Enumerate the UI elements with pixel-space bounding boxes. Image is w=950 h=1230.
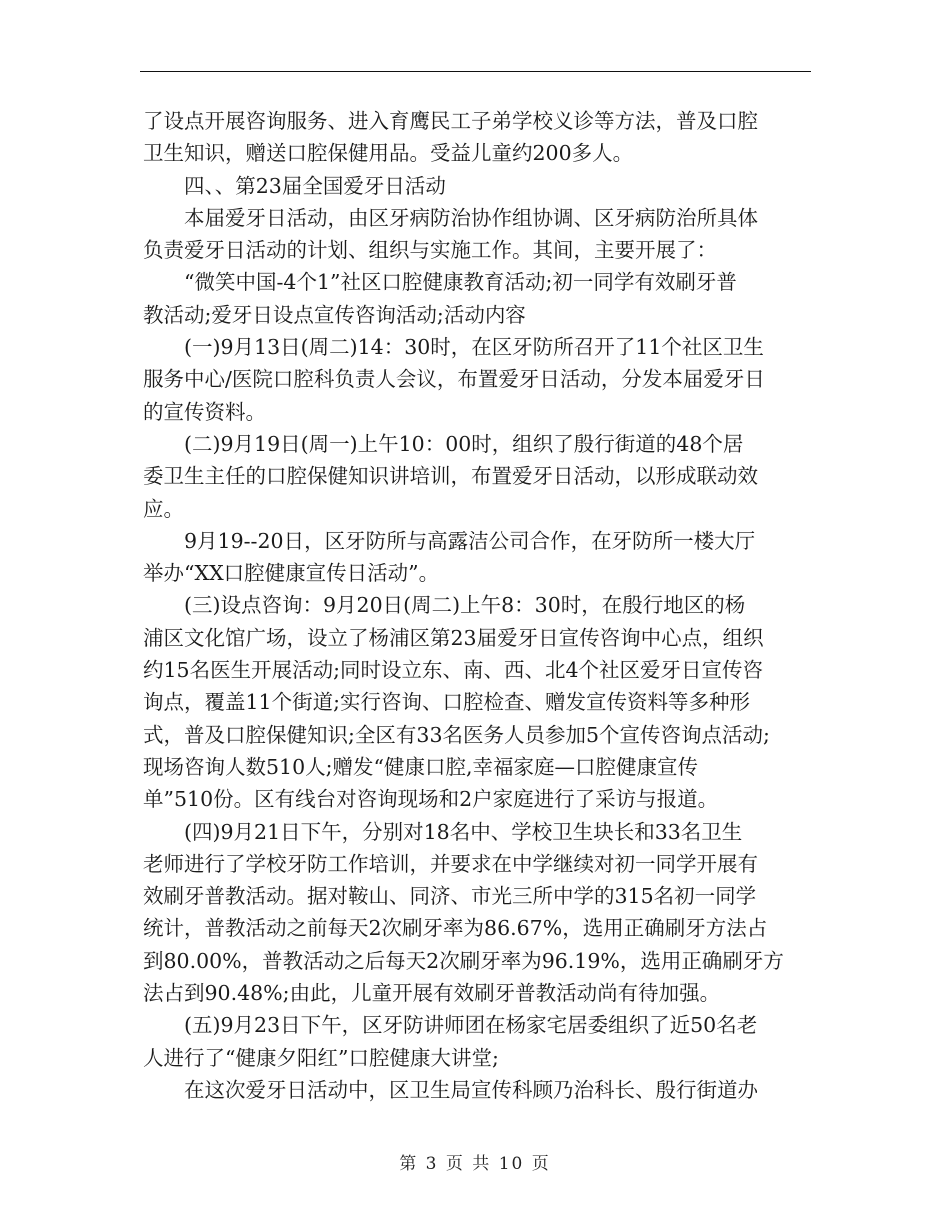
text-line: “微笑中国-4个1”社区口腔健康教育活动;初一同学有效刷牙普 bbox=[184, 270, 737, 295]
document-body bbox=[143, 105, 811, 1106]
text-line: (五)9月23日下午，区牙防讲师团在杨家宅居委组织了近50名老 bbox=[184, 1013, 758, 1038]
text-line: 服务中心/医院口腔科负责人会议，布置爱牙日活动，分发本届爱牙日 bbox=[143, 367, 765, 392]
text-line: 教活动;爱牙日设点宣传咨询活动;活动内容 bbox=[143, 302, 526, 327]
text-line: 卫生知识，赠送口腔保健用品。受益儿童约200多人。 bbox=[143, 141, 634, 166]
text-line: 法占到90.48%;由此，儿童开展有效刷牙普教活动尚有待加强。 bbox=[143, 981, 721, 1006]
text-line: 举办“XX口腔健康宣传日活动”。 bbox=[143, 561, 440, 586]
text-line: 统计，普教活动之前每天2次刷牙率为86.67%，选用正确刷牙方法占 bbox=[143, 916, 768, 941]
text-line: 式，普及口腔保健知识;全区有33名医务人员参加5个宣传咨询点活动; bbox=[143, 722, 770, 747]
text-line: 委卫生主任的口腔保健知识讲培训，布置爱牙日活动，以形成联动效 bbox=[143, 464, 758, 489]
text-line: 到80.00%，普教活动之后每天2次刷牙率为96.19%，选用正确刷牙方 bbox=[143, 948, 784, 973]
text-line: 询点，覆盖11个街道;实行咨询、口腔检查、赠发宣传资料等多种形 bbox=[143, 690, 750, 715]
text-line: 人进行了“健康夕阳红”口腔健康大讲堂; bbox=[143, 1045, 499, 1070]
page-footer: 第 3 页 共 10 页 bbox=[399, 1154, 551, 1174]
text-line: 效刷牙普教活动。据对鞍山、同济、市光三所中学的315名初一同学 bbox=[143, 884, 757, 909]
text-line: 的宣传资料。 bbox=[143, 399, 266, 424]
text-line: (三)设点咨询：9月20日(周二)上午8：30时，在殷行地区的杨 bbox=[184, 593, 746, 618]
text-line: 老师进行了学校牙防工作培训，并要求在中学继续对初一同学开展有 bbox=[143, 851, 758, 876]
text-line: (四)9月21日下午，分别对18名中、学校卫生块长和33名卫生 bbox=[184, 819, 743, 844]
text-line: 负责爱牙日活动的计划、组织与实施工作。其间，主要开展了： bbox=[143, 238, 717, 263]
text-line: 应。 bbox=[143, 496, 184, 521]
header-rule bbox=[140, 71, 811, 72]
text-line: 9月19--20日，区牙防所与高露洁公司合作，在牙防所一楼大厅 bbox=[184, 528, 756, 553]
text-line: 约15名医生开展活动;同时设立东、南、西、北4个社区爱牙日宣传咨 bbox=[143, 658, 764, 683]
text-line: (二)9月19日(周一)上午10：00时，组织了殷行街道的48个居 bbox=[184, 431, 744, 456]
text-line: 了设点开展咨询服务、进入育鹰民工子弟学校义诊等方法，普及口腔 bbox=[143, 109, 758, 133]
text-line: 在这次爱牙日活动中，区卫生局宣传科顾乃治科长、殷行街道办 bbox=[184, 1077, 758, 1102]
text-line: 本届爱牙日活动，由区牙病防治协作组协调、区牙病防治所具体 bbox=[184, 205, 758, 230]
text-line: 四、、第23届全国爱牙日活动 bbox=[184, 173, 446, 198]
text-line: 浦区文化馆广场，设立了杨浦区第23届爱牙日宣传咨询中心点，组织 bbox=[143, 625, 764, 650]
text-line: (一)9月13日(周二)14：30时，在区牙防所召开了11个社区卫生 bbox=[184, 335, 764, 360]
text-line: 现场咨询人数510人;赠发“健康口腔,幸福家庭—口腔健康宣传 bbox=[143, 754, 699, 779]
text-line: 单”510份。区有线台对咨询现场和2户家庭进行了采访与报道。 bbox=[143, 787, 719, 812]
